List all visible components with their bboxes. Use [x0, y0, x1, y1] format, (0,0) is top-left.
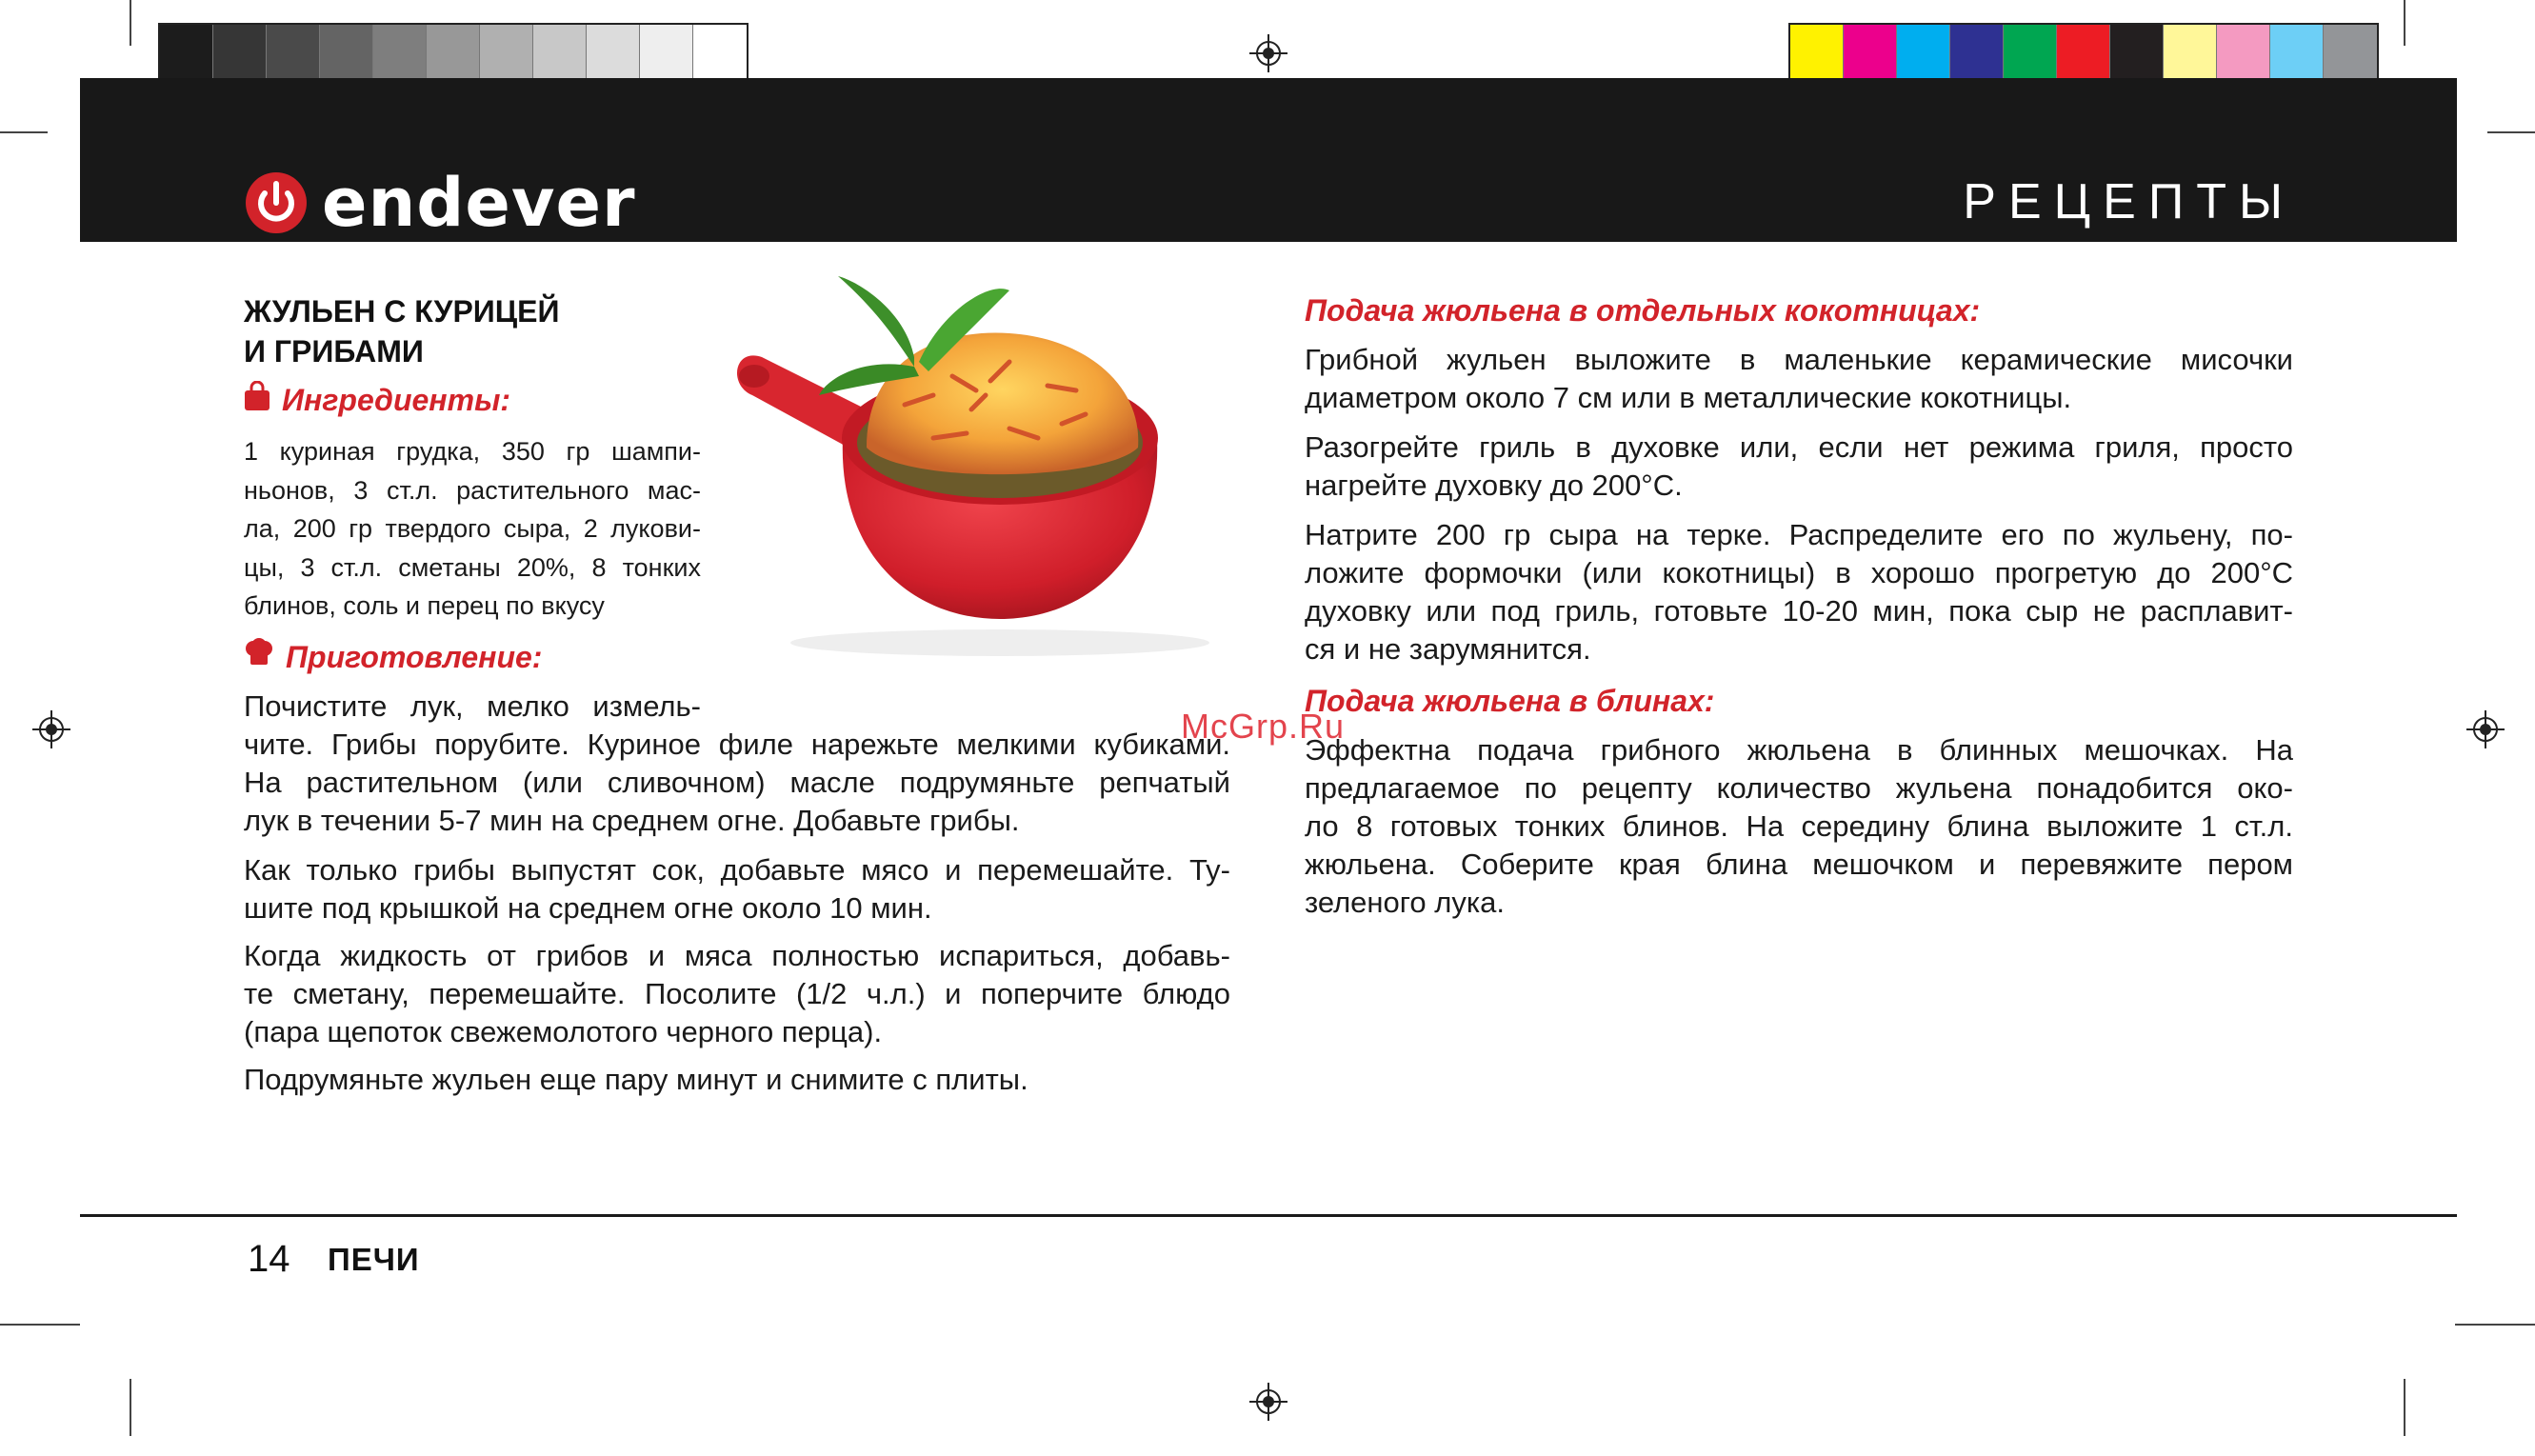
registration-mark-icon — [2466, 710, 2505, 748]
ingredients-list — [244, 432, 701, 626]
text-line: духовку или под гриль, готовьте 10-20 мин, пока сыр не расплавит- — [1305, 594, 2293, 628]
text-line: ся и не зарумянится. — [1305, 632, 1591, 666]
text-line: ло 8 готовых тонких блинов. На середину блина выложите 1 ст.л. — [1305, 809, 2293, 843]
color-swatch — [1897, 25, 1950, 78]
registration-mark-icon — [1249, 34, 1287, 72]
gray-swatch — [267, 25, 320, 78]
text-line: чите. Грибы порубите. Куриное филе нарежьте мелкими кубиками. — [244, 728, 1230, 761]
color-swatch — [1950, 25, 2004, 78]
text-line: Эффектна подача грибного жюльена в блинных мешочках. На — [1305, 733, 2293, 767]
text-line: те сметану, перемешайте. Посолите (1/2 ч.л.) и поперчите блюдо — [244, 977, 1230, 1010]
crop-mark — [0, 1324, 80, 1326]
gray-swatch — [373, 25, 427, 78]
crop-mark — [2404, 1379, 2405, 1436]
text-line: Когда жидкость от грибов и мяса полностью испариться, добавь- — [244, 939, 1230, 972]
text-line: Как только грибы выпустят сок, добавьте мясо и перемешайте. Ту- — [244, 853, 1230, 887]
preparation-step-2 — [244, 851, 1230, 927]
shopping-bag-icon — [244, 381, 270, 411]
crop-mark — [130, 1379, 131, 1436]
text-line: Почистите лук, мелко измель- — [244, 689, 701, 723]
recipe-title — [244, 291, 644, 371]
ingredients-heading: Ингредиенты: — [282, 383, 511, 417]
color-calibration-bar — [1788, 23, 2379, 80]
color-swatch — [2270, 25, 2324, 78]
text-line: шите под крышкой на среднем огне около 10 мин. — [244, 891, 932, 925]
text-line: лук в течении 5-7 мин на среднем огне. Добавьте грибы. — [244, 804, 1020, 837]
gray-swatch — [427, 25, 480, 78]
text-line: жюльена. Соберите края блина мешочком и перевяжите пером — [1305, 848, 2293, 881]
color-swatch — [1790, 25, 1844, 78]
gray-swatch — [587, 25, 640, 78]
text-line: ньонов, 3 ст.л. растительного мас- — [244, 475, 701, 505]
color-swatch — [2324, 25, 2377, 78]
crop-mark — [130, 0, 131, 46]
preparation-heading: Приготовление: — [286, 640, 543, 674]
text-line: Разогрейте гриль в духовке или, если нет режима гриля, просто — [1305, 430, 2293, 464]
power-icon — [244, 170, 309, 235]
footer-divider — [80, 1214, 2457, 1217]
text-line: предлагаемое по рецепту количество жульена понадобится око- — [1305, 771, 2293, 805]
grayscale-calibration-bar — [158, 23, 749, 80]
text-line: Грибной жульен выложите в маленькие керамические мисочки — [1305, 343, 2293, 376]
crop-mark — [2455, 1324, 2535, 1326]
text-line: (пара щепоток свежемолотого черного перца). — [244, 1015, 883, 1048]
text-line: На растительном (или сливочном) масле подрумяньте репчатый — [244, 766, 1230, 799]
color-swatch — [2217, 25, 2270, 78]
section-title: РЕЦЕПТЫ — [1963, 174, 2295, 229]
brand-logo — [244, 164, 636, 242]
preparation-step-1 — [244, 688, 1230, 840]
serving-paragraph-3 — [1305, 516, 2293, 668]
gray-swatch — [640, 25, 693, 78]
page-number: 14 — [248, 1238, 290, 1280]
watermark: McGrp.Ru — [1181, 707, 1346, 746]
gray-swatch — [320, 25, 373, 78]
preparation-step-4: Подрумяньте жульен еще пару минут и снимите с плиты. — [244, 1063, 1028, 1096]
crop-mark — [0, 131, 48, 133]
gray-swatch — [213, 25, 267, 78]
color-swatch — [2164, 25, 2217, 78]
registration-mark-icon — [32, 710, 70, 748]
recipe-title-line: И ГРИБАМИ — [244, 334, 424, 369]
crop-mark — [2404, 0, 2405, 46]
gray-swatch — [533, 25, 587, 78]
preparation-step-3 — [244, 937, 1230, 1051]
recipe-title-line: ЖУЛЬЕН С КУРИЦЕЙ — [244, 294, 560, 329]
serving-heading-cocotte: Подача жюльена в отдельных кокотницах: — [1305, 293, 1981, 328]
text-line: блинов, соль и перец по вкусу — [244, 591, 605, 620]
chapter-label: ПЕЧИ — [328, 1242, 420, 1277]
text-line: 1 куриная грудка, 350 гр шампи- — [244, 437, 701, 466]
color-swatch — [2110, 25, 2164, 78]
text-line: диаметром около 7 см или в металлические кокотницы. — [1305, 381, 2072, 414]
julienne-dish-image — [724, 243, 1249, 664]
gray-swatch — [160, 25, 213, 78]
logo-wordmark: endever — [322, 164, 636, 242]
color-swatch — [2004, 25, 2057, 78]
color-swatch — [2057, 25, 2110, 78]
text-line: нагрейте духовку до 200°С. — [1305, 469, 1683, 502]
text-line: цы, 3 ст.л. сметаны 20%, 8 тонких — [244, 552, 701, 582]
serving-paragraph-1 — [1305, 341, 2293, 417]
serving-heading-pancakes: Подача жюльена в блинах: — [1305, 684, 1715, 718]
crop-mark — [2487, 131, 2535, 133]
serving-paragraph-2 — [1305, 429, 2293, 505]
registration-mark-icon — [1249, 1383, 1287, 1421]
color-swatch — [1844, 25, 1897, 78]
serving-paragraph-4 — [1305, 731, 2293, 922]
text-line: ла, 200 гр твердого сыра, 2 лукови- — [244, 514, 701, 543]
gray-swatch — [693, 25, 747, 78]
chef-hat-icon — [244, 638, 274, 668]
text-line: зеленого лука. — [1305, 886, 1505, 919]
text-line: ложите формочки (или кокотницы) в хорошо прогретую до 200°С — [1305, 556, 2293, 589]
text-line: Натрите 200 гр сыра на терке. Распределите его по жульену, по- — [1305, 518, 2293, 551]
gray-swatch — [480, 25, 533, 78]
